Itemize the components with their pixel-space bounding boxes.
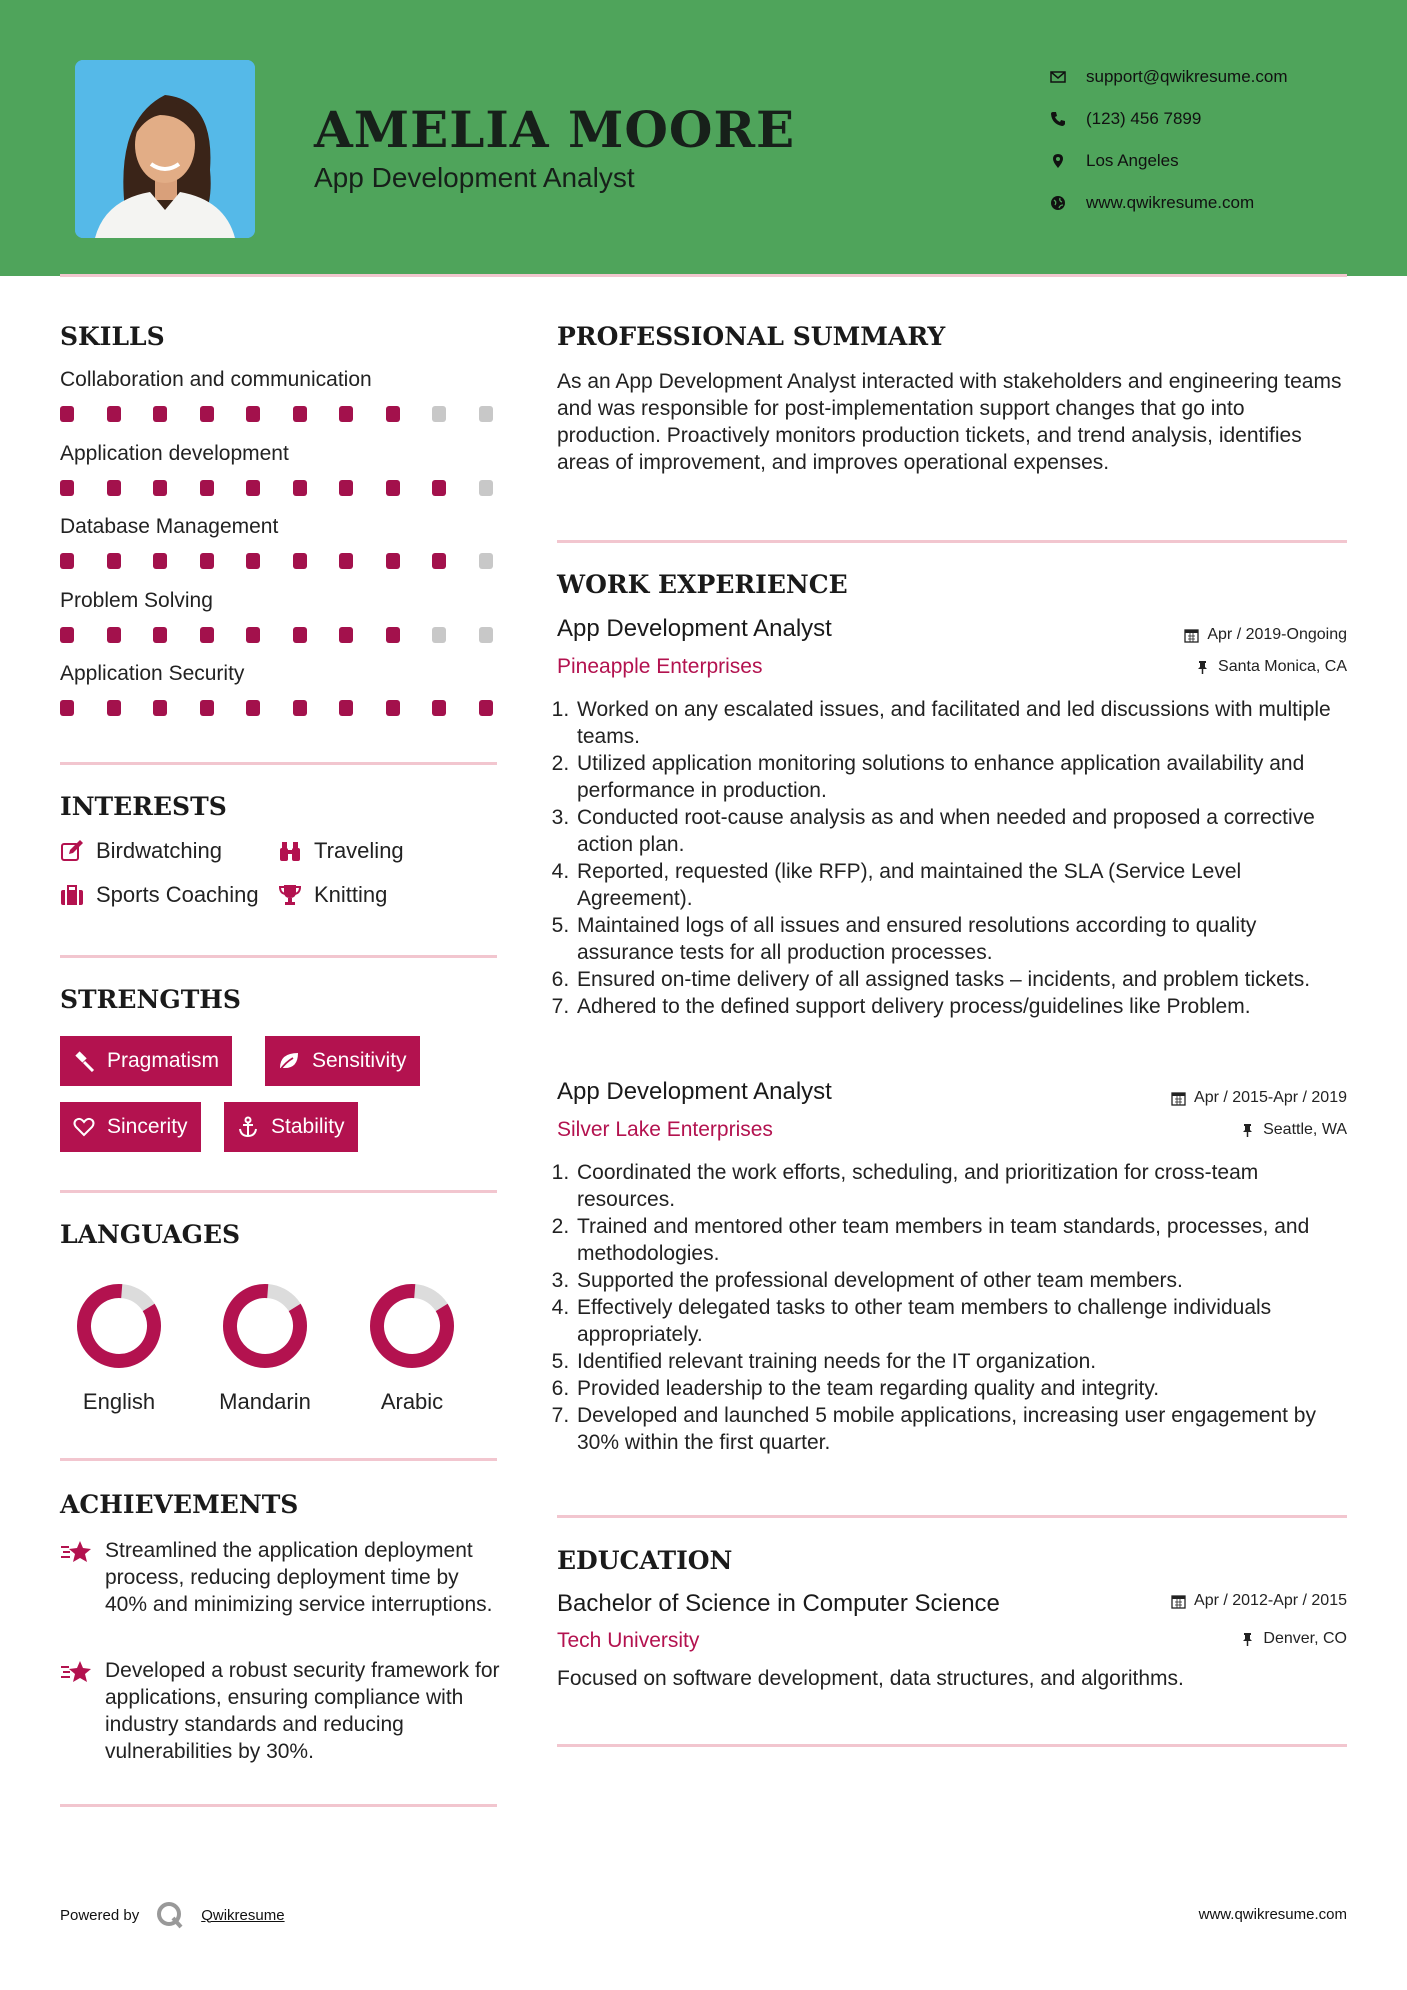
job-bullet: 6. Ensured on-time delivery of all assigned tasks – incidents, and problem tickets. — [575, 966, 1347, 993]
profile-photo-image — [75, 60, 255, 238]
degree-title: Bachelor of Science in Computer Science — [557, 1590, 1000, 1617]
skill-rating-dot — [293, 406, 307, 422]
skill-rating-dot — [60, 553, 74, 569]
skill-rating-dot — [107, 700, 121, 716]
skill-rating-dot — [60, 700, 74, 716]
interest-label: Birdwatching — [96, 838, 222, 863]
experience-heading: WORK EXPERIENCE — [557, 570, 848, 599]
candidate-title: App Development Analyst — [314, 162, 635, 193]
interest-label: Sports Coaching — [96, 882, 259, 907]
skill-rating-dot — [153, 700, 167, 716]
contact-phone-text: (123) 456 7899 — [1086, 109, 1202, 128]
language-label: Arabic — [380, 1389, 444, 1414]
strength-label: Pragmatism — [107, 1049, 220, 1072]
strength-label: Sensitivity — [312, 1049, 407, 1072]
footer-powered-by — [60, 1900, 285, 1930]
skill-rating-dot — [107, 480, 121, 496]
header-divider — [60, 274, 1347, 277]
qwikresume-link[interactable]: Qwikresume — [201, 1906, 285, 1924]
summary-divider — [557, 540, 1347, 543]
achievement-item — [60, 1537, 500, 1618]
education-divider — [557, 1744, 1347, 1747]
job-bullet: 2. Utilized application monitoring solutions to enhance application availability and performance in production. — [575, 750, 1347, 804]
interest-item-traveling — [278, 838, 404, 864]
skill-rating-dot — [386, 700, 400, 716]
achievements-heading: ACHIEVEMENTS — [60, 1490, 299, 1519]
skill-rating-dot — [293, 553, 307, 569]
education-heading: EDUCATION — [557, 1546, 733, 1575]
contact-website[interactable] — [1050, 182, 1288, 224]
skill-rating-dot — [107, 627, 121, 643]
skill-rating-dot — [153, 406, 167, 422]
interests-divider — [60, 955, 497, 958]
powered-by-text: Powered by — [60, 1906, 140, 1924]
job-bullet: 6. Provided leadership to the team regarding quality and integrity. — [575, 1375, 1347, 1402]
interests-heading: INTERESTS — [60, 792, 227, 821]
job-dates-text: Apr / 2015-Apr / 2019 — [1194, 1089, 1347, 1106]
contact-email[interactable] — [1050, 56, 1288, 98]
strengths-divider — [60, 1190, 497, 1193]
strength-tag-sensitivity — [265, 1036, 420, 1086]
qwikresume-logo-icon — [155, 1900, 185, 1930]
contact-website-text: www.qwikresume.com — [1086, 193, 1255, 212]
job-bullet: 7. Developed and launched 5 mobile applications, increasing user engagement by 30% within the first quarter. — [575, 1402, 1347, 1456]
job-bullet: 1. Worked on any escalated issues, and facilitated and led discussions with multiple teams. — [575, 696, 1347, 750]
job-location — [1195, 658, 1347, 676]
contact-email-text: support@qwikresume.com — [1086, 67, 1288, 86]
skill-rating-dot — [479, 406, 493, 422]
skill-rating — [60, 406, 525, 422]
pushpin-icon — [1240, 1632, 1255, 1647]
map-pin-icon — [1050, 153, 1066, 169]
skill-rating — [60, 553, 525, 569]
strength-tag-sincerity — [60, 1102, 201, 1152]
gavel-icon — [73, 1050, 95, 1072]
job-bullet: 5. Identified relevant training needs for the IT organization. — [575, 1348, 1347, 1375]
interest-label: Traveling — [314, 838, 404, 863]
suitcase-icon — [60, 883, 84, 907]
pushpin-icon — [1195, 660, 1210, 675]
skill-rating-dot — [479, 700, 493, 716]
skill-name: Application development — [60, 441, 289, 465]
skill-rating-dot — [293, 627, 307, 643]
company-name: Pineapple Enterprises — [557, 655, 763, 678]
skill-rating-dot — [339, 553, 353, 569]
skill-name: Application Security — [60, 662, 245, 685]
job-location-text: Seattle, WA — [1263, 1121, 1347, 1138]
language-ring-fill — [74, 1281, 164, 1371]
job-bullet: 4. Effectively delegated tasks to other team members to challenge individuals appropriately. — [575, 1294, 1347, 1348]
achievement-text: Developed a robust security framework for applications, ensuring compliance with industry standards and reducing vulnerabilities by 30%. — [105, 1659, 500, 1763]
skill-rating-dot — [479, 553, 493, 569]
interest-item-sports-coaching — [60, 882, 259, 908]
job-bullets — [557, 696, 1347, 1020]
skill-rating-dot — [200, 480, 214, 496]
skill-rating-dot — [200, 406, 214, 422]
job-bullet: 1. Coordinated the work efforts, scheduling, and prioritization for cross-team resources. — [575, 1159, 1347, 1213]
skill-name: Collaboration and communication — [60, 368, 372, 391]
resume-header — [0, 0, 1407, 276]
skill-rating-dot — [153, 627, 167, 643]
calendar-icon — [1171, 1594, 1186, 1609]
language-proficiency-ring — [367, 1281, 457, 1371]
language-proficiency-ring — [220, 1281, 310, 1371]
job-bullet: 7. Adhered to the defined support delivery process/guidelines like Problem. — [575, 993, 1347, 1020]
summary-text: As an App Development Analyst interacted with stakeholders and engineering teams and was responsible for post-implementation support changes that go into production. Proactively monitors production tickets, and trend analysis, identifies areas of improvement, and improves operational expenses. — [557, 370, 1342, 474]
strengths-heading: STRENGTHS — [60, 985, 241, 1014]
experience-divider — [557, 1515, 1347, 1518]
trophy-icon — [278, 883, 302, 907]
achievement-text: Streamlined the application deployment process, reducing deployment time by 40% and minimizing service interruptions. — [105, 1539, 493, 1616]
skill-rating-dot — [432, 627, 446, 643]
skill-rating-dot — [339, 700, 353, 716]
language-ring-fill — [220, 1281, 310, 1371]
envelope-icon — [1050, 69, 1066, 85]
contact-location — [1050, 140, 1288, 182]
edit-icon — [60, 839, 84, 863]
skill-rating-dot — [60, 627, 74, 643]
contact-location-text: Los Angeles — [1086, 151, 1179, 170]
job-bullet: 3. Supported the professional development of other team members. — [575, 1267, 1347, 1294]
skill-rating-dot — [60, 406, 74, 422]
skill-name: Database Management — [60, 515, 279, 538]
job-dates — [1184, 626, 1347, 644]
language-item — [190, 1281, 340, 1415]
job-bullet: 4. Reported, requested (like RFP), and maintained the SLA (Service Level Agreement). — [575, 858, 1347, 912]
interest-label: Knitting — [314, 882, 388, 907]
binoculars-icon — [278, 839, 302, 863]
pushpin-icon — [1240, 1123, 1255, 1138]
strength-label: Sincerity — [107, 1115, 188, 1138]
skill-rating-dot — [246, 406, 260, 422]
skill-rating — [60, 480, 525, 496]
skill-rating-dot — [60, 480, 74, 496]
job-dates-text: Apr / 2019-Ongoing — [1207, 626, 1347, 643]
skill-rating-dot — [339, 480, 353, 496]
strength-label: Stability — [271, 1115, 345, 1138]
interest-item-birdwatching — [60, 838, 222, 864]
shooting-star-icon — [60, 1659, 92, 1685]
languages-divider — [60, 1458, 497, 1461]
calendar-icon — [1184, 628, 1199, 643]
skill-rating-dot — [339, 406, 353, 422]
job-location-text: Santa Monica, CA — [1218, 658, 1347, 675]
interest-item-knitting — [278, 882, 387, 908]
skill-rating-dot — [386, 553, 400, 569]
skill-rating-dot — [200, 627, 214, 643]
skill-rating-dot — [386, 406, 400, 422]
skill-rating-dot — [386, 627, 400, 643]
job-bullet: 3. Conducted root-cause analysis as and when needed and proposed a corrective action plan. — [575, 804, 1347, 858]
language-item — [44, 1281, 194, 1415]
language-proficiency-ring — [74, 1281, 164, 1371]
strength-tag-pragmatism — [60, 1036, 232, 1086]
skill-rating-dot — [107, 406, 121, 422]
skill-rating-dot — [386, 480, 400, 496]
job-bullet: 2. Trained and mentored other team members in team standards, processes, and methodologies. — [575, 1213, 1347, 1267]
contact-phone[interactable] — [1050, 98, 1288, 140]
skill-rating-dot — [246, 480, 260, 496]
skill-rating-dot — [339, 627, 353, 643]
skills-divider — [60, 762, 497, 765]
skill-rating-dot — [479, 627, 493, 643]
skill-rating-dot — [432, 480, 446, 496]
education-description: Focused on software development, data structures, and algorithms. — [557, 1667, 1184, 1690]
job-bullets — [557, 1159, 1347, 1456]
shooting-star-icon — [60, 1539, 92, 1565]
skills-heading: SKILLS — [60, 322, 165, 351]
skill-rating — [60, 700, 525, 716]
education-dates-text: Apr / 2012-Apr / 2015 — [1194, 1592, 1347, 1609]
leaf-icon — [278, 1050, 300, 1072]
skill-rating-dot — [246, 553, 260, 569]
skill-rating-dot — [107, 553, 121, 569]
skill-rating-dot — [246, 700, 260, 716]
skill-rating-dot — [479, 480, 493, 496]
skill-rating-dot — [432, 406, 446, 422]
languages-heading: LANGUAGES — [60, 1220, 241, 1249]
job-location — [1240, 1121, 1347, 1139]
heart-icon — [73, 1116, 95, 1138]
language-label: English — [82, 1389, 156, 1414]
skill-rating — [60, 627, 525, 643]
education-location — [1240, 1630, 1347, 1648]
education-dates — [1171, 1592, 1347, 1610]
skill-rating-dot — [153, 553, 167, 569]
language-item — [337, 1281, 487, 1415]
skill-rating-dot — [246, 627, 260, 643]
skill-rating-dot — [200, 553, 214, 569]
strength-tag-stability — [224, 1102, 358, 1152]
company-name: Silver Lake Enterprises — [557, 1118, 773, 1141]
calendar-icon — [1171, 1091, 1186, 1106]
skill-rating-dot — [293, 700, 307, 716]
job-bullet: 5. Maintained logs of all issues and ensured resolutions according to quality assurance tests for all production processes. — [575, 912, 1347, 966]
skill-rating-dot — [432, 553, 446, 569]
achievements-divider — [60, 1804, 497, 1807]
achievement-item — [60, 1657, 500, 1765]
skill-rating-dot — [200, 700, 214, 716]
job-title: App Development Analyst — [557, 1078, 832, 1105]
footer-website[interactable]: www.qwikresume.com — [1198, 1906, 1347, 1923]
profile-photo — [75, 60, 255, 238]
language-label: Mandarin — [219, 1389, 311, 1414]
phone-icon — [1050, 111, 1066, 127]
candidate-name: AMELIA MOORE — [314, 100, 796, 159]
education-location-text: Denver, CO — [1263, 1630, 1347, 1647]
globe-icon — [1050, 195, 1066, 211]
skill-rating-dot — [153, 480, 167, 496]
language-ring-fill — [367, 1281, 457, 1371]
skill-rating-dot — [293, 480, 307, 496]
skill-name: Problem Solving — [60, 588, 213, 612]
school-name: Tech University — [557, 1629, 700, 1652]
job-title: App Development Analyst — [557, 615, 832, 642]
summary-heading: PROFESSIONAL SUMMARY — [557, 322, 946, 351]
job-dates — [1171, 1089, 1347, 1107]
contact-list — [1050, 56, 1288, 224]
skill-rating-dot — [432, 700, 446, 716]
anchor-icon — [237, 1116, 259, 1138]
